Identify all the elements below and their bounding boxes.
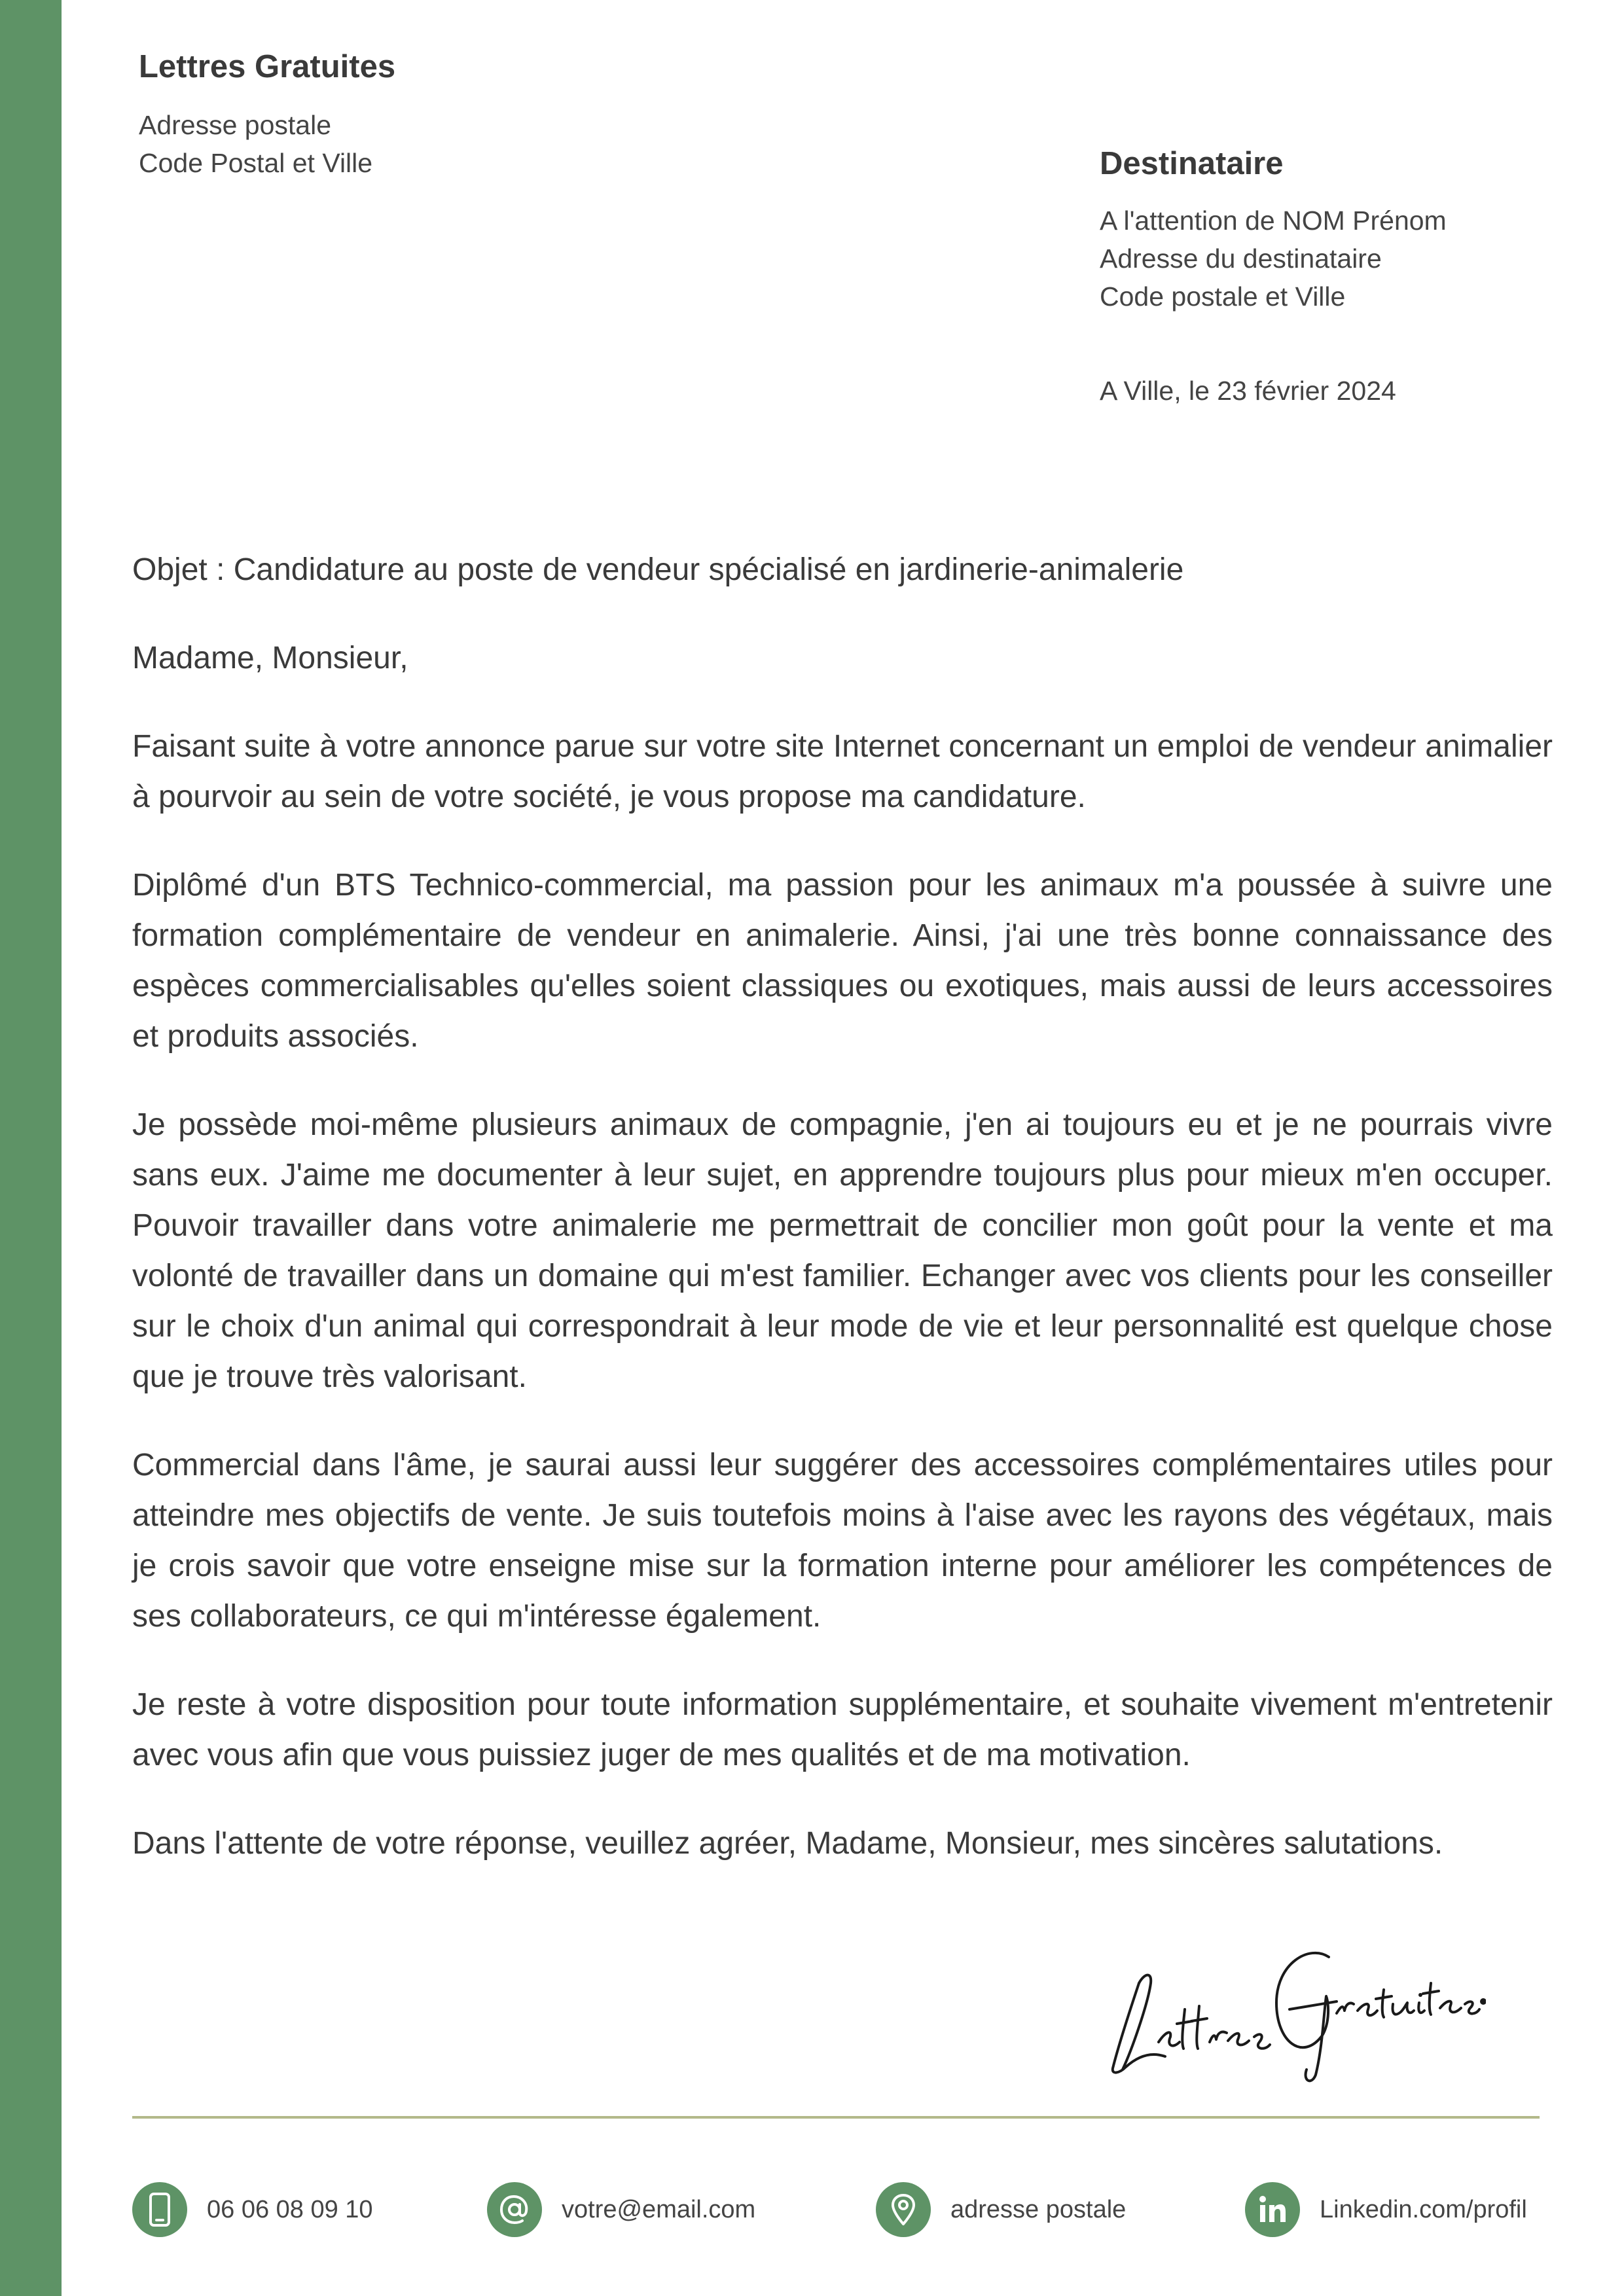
- side-accent-band: [0, 0, 62, 2296]
- footer-linkedin-text: Linkedin.com/profil: [1320, 2195, 1527, 2223]
- footer-phone-text: 06 06 08 09 10: [207, 2195, 373, 2223]
- recipient-city-line: Code postale et Ville: [1100, 281, 1346, 312]
- letter-body: [132, 545, 1553, 1907]
- sender-address-line: Adresse postale: [139, 110, 332, 140]
- recipient-address-line: Adresse du destinataire: [1100, 243, 1382, 274]
- recipient-attention-line: A l'attention de NOM Prénom: [1100, 206, 1447, 236]
- recipient-block: [1100, 143, 1447, 315]
- sender-block: [139, 46, 395, 182]
- footer-email-text: votre@email.com: [562, 2195, 756, 2223]
- letter-subject: Objet : Candidature au poste de vendeur spécialisé en jardinerie-animalerie: [132, 552, 1184, 587]
- letter-paragraph: Je reste à votre disposition pour toute information supplémentaire, et souhaite vivement m'entretenir avec vous afin que vous puissiez juger de mes qualités et de ma motivation.: [132, 1687, 1553, 1772]
- letter-paragraph: Faisant suite à votre annonce parue sur votre site Internet concernant un emploi de vendeur animalier à pourvoir au sein de votre société, je vous propose ma candidature.: [132, 729, 1553, 814]
- sender-city-line: Code Postal et Ville: [139, 148, 373, 178]
- linkedin-icon: [1245, 2182, 1300, 2237]
- letter-paragraph: Diplômé d'un BTS Technico-commercial, ma passion pour les animaux m'a poussée à suivre une formation complémentaire de vendeur en animalerie. Ainsi, j'ai une très bonne connaissance des espèces commercialisables qu'elles soient classiques ou exotiques, mais aussi de leurs accessoires et produits associés.: [132, 868, 1553, 1054]
- letter-date: A Ville, le 23 février 2024: [1100, 376, 1396, 406]
- letter-paragraph: Je possède moi-même plusieurs animaux de compagnie, j'en ai toujours eu et je ne pourrais vivre sans eux. J'aime me documenter à leur sujet, en apprendre toujours plus pour mieux m'en occuper. Pouvoir travailler dans votre animalerie me permettrait de concilier mon goût pour la vente et ma volonté de travailler dans un domaine qui m'est familier. Echanger avec vos clients pour les conseiller sur le choix d'un animal qui correspondrait à leur mode de vie et leur personnalité est quelque chose que je trouve très valorisant.: [132, 1107, 1553, 1394]
- footer-linkedin[interactable]: [1245, 2182, 1527, 2237]
- phone-icon: [132, 2182, 187, 2237]
- handwritten-signature: [1093, 1918, 1486, 2088]
- footer-divider: [132, 2116, 1540, 2119]
- footer-address-text: adresse postale: [950, 2195, 1127, 2223]
- location-pin-icon: [876, 2182, 931, 2237]
- sender-name: Lettres Gratuites: [139, 49, 396, 84]
- footer-address[interactable]: [876, 2182, 1126, 2237]
- letter-salutation: Madame, Monsieur,: [132, 641, 408, 675]
- footer-phone[interactable]: [132, 2182, 373, 2237]
- recipient-title: Destinataire: [1100, 146, 1284, 181]
- contact-footer: [132, 2182, 1546, 2241]
- letter-closing: Dans l'attente de votre réponse, veuillez agréer, Madame, Monsieur, mes sincères salutations.: [132, 1826, 1443, 1861]
- footer-email[interactable]: [487, 2182, 755, 2237]
- letter-paragraph: Commercial dans l'âme, je saurai aussi leur suggérer des accessoires complémentaires utiles pour atteindre mes objectifs de vente. Je suis toutefois moins à l'aise avec les rayons des végétaux, mais je crois savoir que votre enseigne mise sur la formation interne pour améliorer les compétences de ses collaborateurs, ce qui m'intéresse également.: [132, 1448, 1553, 1634]
- at-icon: [487, 2182, 542, 2237]
